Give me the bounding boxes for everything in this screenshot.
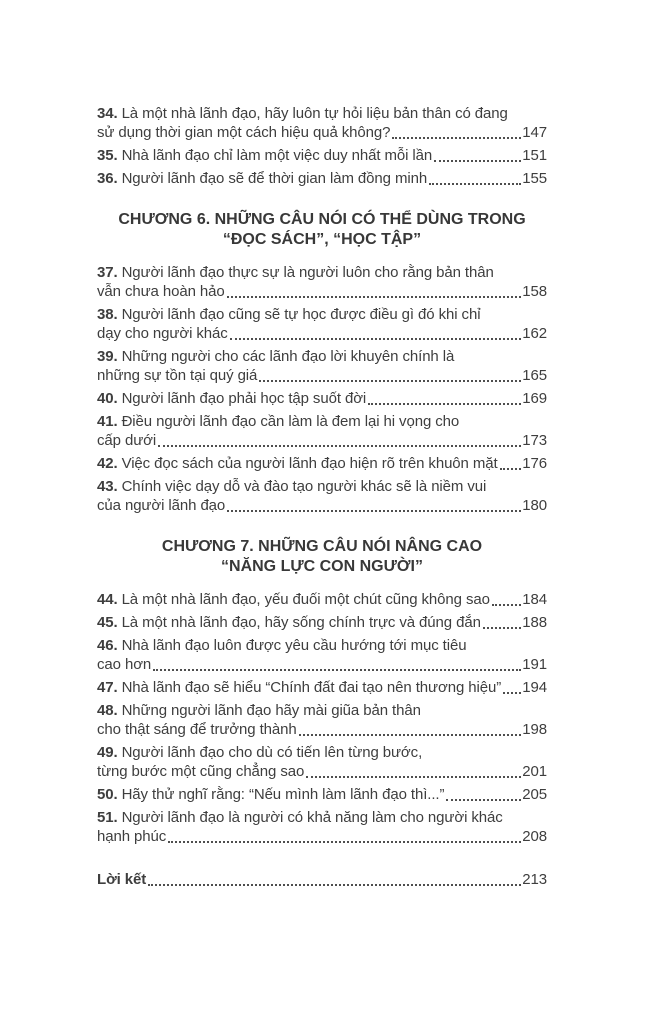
toc-entry-number: 51. <box>97 809 118 826</box>
dot-leader <box>168 841 521 843</box>
toc-entry-first-line <box>97 305 547 324</box>
toc-entry-title: dạy cho người khác <box>97 325 228 342</box>
toc-entry-page: 208 <box>522 828 547 845</box>
toc-entry-page: 194 <box>522 679 547 696</box>
toc-entry <box>97 347 547 385</box>
dot-leader <box>230 338 522 340</box>
dot-leader <box>434 160 521 162</box>
toc-entry-number: 36. <box>97 170 118 187</box>
dot-leader <box>299 734 522 736</box>
toc-entry-first-line <box>97 808 547 827</box>
dot-leader <box>158 445 521 447</box>
toc-entry <box>97 389 547 408</box>
toc-entry-title: Nhà lãnh đạo luôn được yêu cầu hướng tới mục tiêu <box>121 637 467 654</box>
toc-entry <box>97 808 547 846</box>
toc-entry-last-line <box>97 678 547 697</box>
toc-section <box>97 104 547 188</box>
toc-entry <box>97 678 547 697</box>
toc-entry-page: 201 <box>522 763 547 780</box>
toc-entry-title: Người lãnh đạo sẽ để thời gian làm đồng minh <box>121 170 428 187</box>
toc-entry-first-line <box>97 477 547 496</box>
toc-section <box>97 870 547 889</box>
toc-entry-title: hạnh phúc <box>97 828 167 845</box>
toc-entry-title: Là một nhà lãnh đạo, hãy sống chính trực và đúng đắn <box>121 614 481 631</box>
toc-entry <box>97 263 547 301</box>
toc-entry-number: 38. <box>97 306 118 323</box>
toc-entry-last-line <box>97 146 547 165</box>
dot-leader <box>492 604 521 606</box>
toc-entry-page: 213 <box>522 871 547 888</box>
toc-entry-title: Người lãnh đạo là người có khả năng làm cho người khác <box>121 809 503 826</box>
dot-leader <box>429 183 521 185</box>
toc-entry-title: Người lãnh đạo thực sự là người luôn cho rằng bản thân <box>121 264 494 281</box>
toc-entry-number: 34. <box>97 105 118 122</box>
chapter-heading <box>97 210 547 250</box>
toc-entry-page: 205 <box>522 786 547 803</box>
toc-entry <box>97 743 547 781</box>
dot-leader <box>148 884 521 886</box>
toc-entry-number: 43. <box>97 478 118 495</box>
toc-entry-last-line <box>97 123 547 142</box>
dot-leader <box>500 468 522 470</box>
toc-entry-number: 37. <box>97 264 118 281</box>
toc-entry-title: cho thật sáng để trưởng thành <box>97 721 297 738</box>
toc-entry <box>97 613 547 632</box>
dot-leader <box>503 692 521 694</box>
toc-entry-number: 49. <box>97 744 118 761</box>
toc-entry <box>97 590 547 609</box>
toc-entry-number: 48. <box>97 702 118 719</box>
toc-entry-number: 45. <box>97 614 118 631</box>
toc-entry-title: Những người lãnh đạo hãy mài giũa bản thân <box>121 702 421 719</box>
toc-entry-first-line <box>97 701 547 720</box>
toc-entry-page: 184 <box>522 591 547 608</box>
toc-entry-last-line <box>97 785 547 804</box>
toc-entry <box>97 412 547 450</box>
toc-entry-page: 155 <box>522 170 547 187</box>
toc-entry-title: từng bước một cũng chẳng sao <box>97 763 305 780</box>
toc-entry-title: Hãy thử nghĩ rằng: “Nếu mình làm lãnh đạo thì...” <box>121 786 445 803</box>
toc-entry-title: những sự tồn tại quý giá <box>97 367 258 384</box>
toc-entry-title: Là một nhà lãnh đạo, yếu đuối một chút cũng không sao <box>121 591 490 608</box>
toc-entry-page: 165 <box>522 367 547 384</box>
toc-entry-last-line <box>97 389 547 408</box>
toc-entry-number: 40. <box>97 390 118 407</box>
toc-entry-title: vẫn chưa hoàn hảo <box>97 283 225 300</box>
toc-entry-title: Việc đọc sách của người lãnh đạo hiện rõ trên khuôn mặt <box>121 455 498 472</box>
toc-entry-title: Nhà lãnh đạo chỉ làm một việc duy nhất mỗi lần <box>121 147 433 164</box>
toc-entry <box>97 785 547 804</box>
chapter-heading-line: “NĂNG LỰC CON NGƯỜI” <box>221 558 423 575</box>
chapter-heading <box>97 537 547 577</box>
toc-entry-number: 35. <box>97 147 118 164</box>
toc-entry-first-line <box>97 263 547 282</box>
toc-entry-last-line <box>97 870 547 889</box>
toc-entry-last-line <box>97 454 547 473</box>
toc-entry-title: Những người cho các lãnh đạo lời khuyên chính là <box>121 348 455 365</box>
toc-entry <box>97 146 547 165</box>
toc-entry-title: Điều người lãnh đạo cần làm là đem lại hi vọng cho <box>121 413 460 430</box>
toc-entry-number: 47. <box>97 679 118 696</box>
toc-entry-title: Là một nhà lãnh đạo, hãy luôn tự hỏi liệu bản thân có đang <box>121 105 508 122</box>
toc-entry-page: 162 <box>522 325 547 342</box>
toc-entry-title: Lời kết <box>97 871 147 888</box>
toc-entry-page: 198 <box>522 721 547 738</box>
toc-entry-number: 44. <box>97 591 118 608</box>
dot-leader <box>153 669 521 671</box>
toc-entry-page: 151 <box>522 147 547 164</box>
toc-entry-page: 169 <box>522 390 547 407</box>
toc-entry <box>97 305 547 343</box>
toc-entry-title: sử dụng thời gian một cách hiệu quả không? <box>97 124 391 141</box>
toc-entry-last-line <box>97 366 547 385</box>
toc-entry-first-line <box>97 743 547 762</box>
toc-entry-number: 46. <box>97 637 118 654</box>
toc-entry-page: 191 <box>522 656 547 673</box>
toc-entry-title: của người lãnh đạo <box>97 497 226 514</box>
toc-entry-last-line <box>97 431 547 450</box>
toc-entry-last-line <box>97 613 547 632</box>
toc-entry-number: 39. <box>97 348 118 365</box>
toc-entry-page: 173 <box>522 432 547 449</box>
toc-entry-title: Chính việc dạy dỗ và đào tạo người khác sẽ là niềm vui <box>121 478 487 495</box>
toc-entry-last-line <box>97 169 547 188</box>
toc-entry-number: 50. <box>97 786 118 803</box>
toc-entry-number: 41. <box>97 413 118 430</box>
toc-entry-last-line <box>97 590 547 609</box>
toc-entry <box>97 701 547 739</box>
toc-entry-last-line <box>97 324 547 343</box>
toc-entry-page: 188 <box>522 614 547 631</box>
toc-entry-title: Người lãnh đạo phải học tập suốt đời <box>121 390 367 407</box>
toc-entry-first-line <box>97 636 547 655</box>
toc-entry-number: 42. <box>97 455 118 472</box>
toc-entry <box>97 454 547 473</box>
chapter-heading-line: CHƯƠNG 7. NHỮNG CÂU NÓI NÂNG CAO <box>161 538 483 555</box>
dot-leader <box>368 403 521 405</box>
dot-leader <box>227 296 522 298</box>
toc-entry-title: cao hơn <box>97 656 152 673</box>
toc-entry-title: cấp dưới <box>97 432 157 449</box>
toc-entry-page: 180 <box>522 497 547 514</box>
toc-entry-title: Nhà lãnh đạo sẽ hiểu “Chính đất đai tạo nên thương hiệu” <box>121 679 502 696</box>
toc-entry-first-line <box>97 104 547 123</box>
toc-entry-last-line <box>97 762 547 781</box>
toc-entry-title: Người lãnh đạo cho dù có tiến lên từng bước, <box>121 744 423 761</box>
dot-leader <box>259 380 521 382</box>
chapter-heading-line: CHƯƠNG 6. NHỮNG CÂU NÓI CÓ THỂ DÙNG TRONG <box>118 211 526 228</box>
toc-entry <box>97 870 547 889</box>
dot-leader <box>446 799 521 801</box>
toc-entry <box>97 477 547 515</box>
toc-entry-last-line <box>97 496 547 515</box>
dot-leader <box>483 627 521 629</box>
toc-entry-last-line <box>97 282 547 301</box>
toc-section <box>97 210 547 515</box>
chapter-heading-line: “ĐỌC SÁCH”, “HỌC TẬP” <box>222 231 422 248</box>
toc-entry <box>97 104 547 142</box>
toc-entry-first-line <box>97 347 547 366</box>
toc-entry-page: 147 <box>522 124 547 141</box>
dot-leader <box>306 776 521 778</box>
dot-leader <box>227 510 521 512</box>
dot-leader <box>392 137 521 139</box>
toc-entry-page: 176 <box>522 455 547 472</box>
toc-entry-last-line <box>97 720 547 739</box>
toc-entry-title: Người lãnh đạo cũng sẽ tự học được điều gì đó khi chỉ <box>121 306 481 323</box>
toc-entry-first-line <box>97 412 547 431</box>
toc-section <box>97 537 547 846</box>
toc-entry-last-line <box>97 655 547 674</box>
toc-entry-last-line <box>97 827 547 846</box>
toc-entry-page: 158 <box>522 283 547 300</box>
toc-entry <box>97 636 547 674</box>
toc-content <box>97 104 547 893</box>
toc-entry <box>97 169 547 188</box>
